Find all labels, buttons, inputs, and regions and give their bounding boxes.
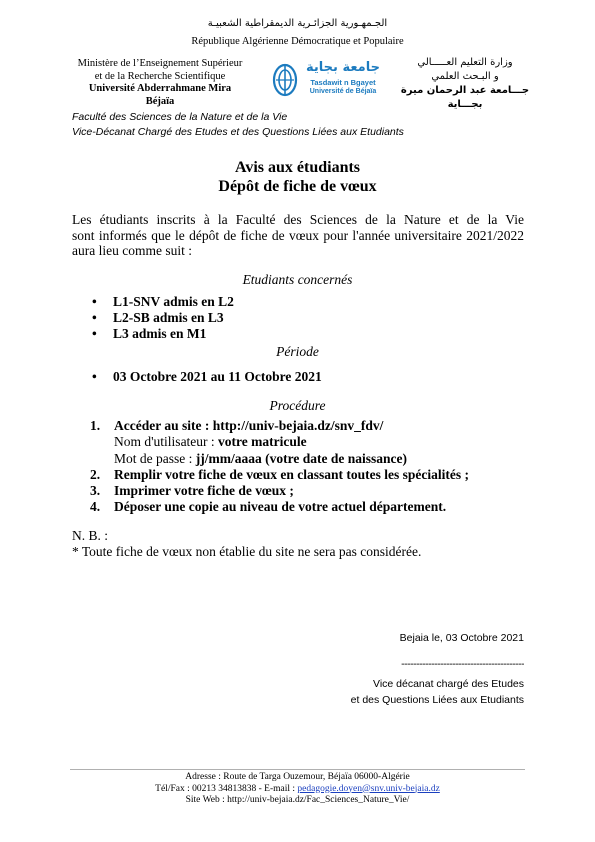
period-list [91, 369, 322, 385]
signature-dashes: ----------------------------------------- [401, 658, 524, 670]
footer-address: Adresse : Route de Targa Ouzemour, Béjaïa 06000-Algérie [185, 772, 410, 782]
procedure-step-1 [90, 418, 570, 467]
title-line-2: Dépôt de fiche de vœux [218, 178, 377, 195]
title-line-1: Avis aux étudiants [234, 159, 361, 176]
signature-line-2: et des Questions Liées aux Etudiants [350, 694, 524, 706]
ministry-block [60, 58, 260, 108]
signature-block [320, 676, 524, 708]
username-line [114, 434, 570, 450]
procedure-step-3 [90, 483, 570, 499]
note-block [72, 528, 421, 560]
republic-title: République Algérienne Démocratique et Populaire [191, 36, 404, 47]
signature-date: Bejaia le, 03 Octobre 2021 [399, 632, 524, 644]
procedure-step-2 [90, 467, 570, 483]
footer-contact [0, 784, 595, 796]
step-text: Déposer une copie au niveau de votre actuel département. [114, 499, 447, 515]
step-text: Accéder au site : http://univ-bejaia.dz/snv_fdv/ [114, 418, 384, 433]
step-number: 2. [90, 466, 101, 482]
logo-line-1: Tasdawit n Bgayet [310, 78, 376, 87]
faculty-name: Faculté des Sciences de la Nature et de la Vie [72, 111, 288, 123]
university-logo [272, 60, 384, 102]
footer-website: Site Web : http://univ-bejaia.dz/Fac_Sciences_Nature_Vie/ [185, 795, 410, 805]
username-label: Nom d'utilisateur : [114, 434, 219, 450]
intro-line-2: sont informés que le dépôt de fiche de vœux pour l'année universitaire 2021/2022 [72, 227, 524, 243]
university-city: Béjaïa [145, 95, 175, 107]
footer [0, 772, 595, 807]
vice-decanat-name: Vice-Décanat Chargé des Etudes et des Questions Liées aux Etudiants [72, 126, 404, 138]
logo-arabic: جامعة بجاية [306, 60, 380, 75]
logo-line-2: Université de Béjaïa [309, 88, 377, 95]
concerned-heading: Etudiants concernés [242, 272, 353, 287]
footer-email-link[interactable]: pedagogie.doyen@snv.univ-bejaia.dz [297, 783, 440, 794]
procedure-steps [90, 418, 570, 516]
concerned-list [91, 294, 234, 342]
intro-line-1: Les étudiants inscrits à la Faculté des Sciences de la Nature et de la Vie [72, 212, 524, 227]
period-heading: Période [276, 344, 319, 359]
intro-paragraph [72, 212, 524, 259]
list-item: • L3 admis en M1 [91, 326, 234, 342]
arabic-ministry-line-1: وزارة التعليم العـــــالي [417, 57, 513, 68]
procedure-step-4 [90, 499, 570, 515]
ministry-line-2: et de la Recherche Scientifique [94, 70, 226, 82]
password-line [114, 451, 570, 467]
step-number: 1. [90, 418, 101, 433]
list-item: • L1-SNV admis en L2 [91, 294, 234, 310]
footer-phone: Tél/Fax : 00213 34813838 - E-mail : [155, 783, 298, 794]
arabic-republic-title: الجـمهـورية الجزائـرية الديمقراطية الشعبيـة [207, 18, 388, 29]
username-value: votre matricule [218, 434, 307, 450]
arabic-ministry-block [395, 56, 535, 112]
procedure-heading: Procédure [269, 398, 326, 413]
note-label: N. B. : [72, 528, 109, 543]
page-title [0, 158, 595, 196]
arabic-university-name: جـــامعة عبد الرحمان ميرة [400, 85, 530, 96]
list-item: • L2-SB admis en L3 [91, 310, 234, 326]
step-number: 3. [90, 483, 101, 499]
university-emblem-icon [272, 62, 298, 98]
signature-line-1: Vice décanat chargé des Etudes [373, 678, 524, 690]
arabic-ministry-line-2: و البـحث العلمي [431, 71, 499, 82]
step-text: Remplir votre fiche de vœux en classant toutes les spécialités ; [114, 466, 469, 482]
ministry-line-1: Ministère de l’Enseignement Supérieur [77, 58, 243, 69]
intro-line-3: aura lieu comme suit : [72, 243, 192, 258]
list-item: • 03 Octobre 2021 au 11 Octobre 2021 [91, 369, 322, 385]
step-text: Imprimer votre fiche de vœux ; [114, 483, 294, 499]
password-label: Mot de passe : [114, 450, 196, 466]
password-value: jj/mm/aaaa (votre date de naissance) [195, 450, 407, 466]
step-number: 4. [90, 499, 101, 515]
note-text: * Toute fiche de vœux non établie du site ne sera pas considérée. [72, 544, 422, 559]
university-name: Université Abderrahmane Mira [88, 83, 232, 94]
arabic-university-city: بجـــاية [447, 99, 483, 110]
footer-divider [70, 769, 525, 770]
